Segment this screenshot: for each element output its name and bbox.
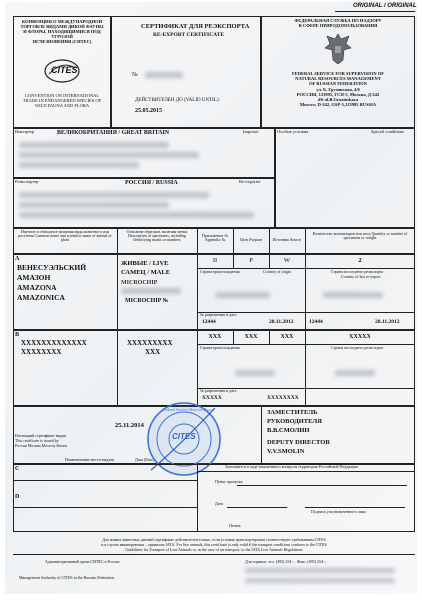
row-a-origin-label: Страна происхождения: [200, 269, 240, 274]
row-a-name-4: AMAZONICA: [17, 293, 65, 302]
authority-address-2: РОССИЯ, 123995, ГСП-5, Москва, Д-242: [296, 92, 380, 97]
org-line-3: И ФЛОРЫ, НАХОДЯЩИМИСЯ ПОД: [23, 29, 101, 34]
org-en-3: WILD FAUNA AND FLORA: [34, 103, 90, 108]
row-a-permit-label: № разрешения и дата: [200, 312, 237, 317]
footer-authority-en: Management Authority of CITES in the Russian Federation: [19, 575, 115, 580]
stamp-logo-text: CITES: [172, 432, 196, 441]
row-a-appendix: II: [212, 257, 218, 264]
row-d-letter: D: [15, 494, 20, 500]
col-header-name: Научное и обиходное названия вида животного или растения Common name and scientific name of animal or plant: [18, 229, 112, 243]
authority-address-1: ул. Б. Грузинская, 4/6: [316, 87, 360, 92]
authority-en-3: OF RUSSIAN FEDERATION: [309, 81, 367, 86]
col-divider-3: [233, 228, 234, 254]
footer-line-2: и в случае авиаперевозки – правилам IATA. For live animals, this certificate is only valid if the transport conditions conform to the CITES: [101, 542, 327, 547]
row-b-divider-2: [197, 330, 198, 406]
redacted-last-b: [335, 370, 375, 376]
reexporter-country: РОССИЯ / RUSSIA: [125, 180, 178, 186]
col-header-description: Описание образцов, включая метки Description of specimens, including identifying marks or numbers: [126, 229, 188, 243]
importer-label-ru: Импортер: [15, 129, 35, 134]
issue-date: 25.11.2014: [115, 422, 144, 429]
signatory-ru-1: ЗАМЕСТИТЕЛЬ: [267, 409, 318, 416]
redacted-reexporter-3: [19, 212, 254, 218]
reexporter-label-en: Re-exporter: [239, 179, 261, 184]
cites-logo-text: CITES: [51, 65, 78, 75]
signatory-en-2: V.V.SMOLIN: [267, 448, 305, 455]
org-line-2: ТОРГОВЛЕ ВИДАМИ ДИКОЙ ФАУНЫ: [20, 24, 104, 29]
importer-country: ВЕЛИКОБРИТАНИЯ / GREAT BRITAIN: [57, 130, 170, 136]
footer-authority-ru: Административный орган СИТЕС в России: [45, 559, 120, 564]
endorse-divider: [197, 464, 198, 532]
redacted-last-a: [323, 292, 383, 298]
col-divider-2: [197, 228, 198, 254]
row-a-divider-5: [305, 254, 306, 330]
number-label: №: [132, 72, 138, 78]
col-header-source: Источник Source: [272, 237, 302, 242]
redacted-importer-1: [19, 142, 169, 148]
row-c-letter: C: [15, 466, 20, 472]
redacted-footer-2: [245, 578, 395, 583]
issue-note-2: This certificate is issued by: [15, 438, 59, 443]
redacted-reexporter-1: [19, 192, 209, 198]
col-header-quantity: Количество экземпляров или веса Quantity or number of specimens or weight: [312, 231, 408, 241]
signatory-ru-3: В.В.СМОЛИН: [267, 427, 310, 434]
org-line-1: КОНВЕНЦИЯ О МЕЖДУНАРОДНОЙ: [21, 19, 103, 24]
issue-note-3: Россия Москва Moscow Russia: [15, 443, 68, 448]
special-label-ru: Особые условия: [277, 129, 309, 134]
redacted-origin-a: [215, 292, 270, 298]
footer-divider: [13, 554, 415, 555]
row-a-desc-4: MICROCHIP №: [125, 298, 169, 304]
row-a-divider-1: [117, 254, 118, 330]
row-b-desc-2: XXX: [145, 348, 161, 356]
row-b-name-2: XXXXXXXX: [21, 348, 62, 356]
row-a-permit-date: 28.11.2012: [269, 319, 294, 325]
row-a-divider-2: [197, 254, 198, 330]
authority-en-1: FEDERAL SERVICE FOR SUPERVISION OF: [292, 71, 384, 76]
point-line: [237, 485, 407, 486]
row-b-permit-label: № разрешения и дата: [200, 388, 237, 393]
row-a-letter: A: [15, 256, 20, 262]
redacted-importer-2: [19, 152, 199, 158]
endorse-title-line: [197, 471, 415, 472]
cites-logo: [43, 58, 81, 84]
redacted-origin-b: [235, 370, 275, 376]
row-a-purpose: P: [249, 257, 253, 264]
org-line-4: УГРОЗОЙ: [51, 34, 73, 39]
row-a-permit-no: 12444: [202, 319, 216, 325]
row-b-source: XXX: [280, 334, 294, 340]
org-line-5: ИСЧЕЗНОВЕНИЯ (СИТЕС): [32, 39, 92, 44]
issue-place-label: Наименование места выдачи: [65, 457, 115, 462]
footer-contact: Для справок: тел. (495) 254-... Факс: (495) 254-...: [245, 559, 328, 564]
row-b-appendix: XXX: [208, 334, 222, 340]
row-b-desc-1: XXXXXXXXX: [127, 339, 173, 347]
endorse-date-label: Дата: [215, 501, 223, 506]
row-b-origin-label: Страна происхождения: [200, 345, 240, 350]
row-d-line: [13, 507, 197, 508]
original-tag: ORIGINAL / ORIGINAL: [353, 3, 417, 9]
redacted-reexporter-2: [19, 202, 169, 208]
endorse-point-label: Пункт пропуска: [215, 479, 243, 484]
row-a-name-1: ВЕНЕСУЭЛЬСКИЙ: [17, 263, 87, 272]
org-en-1: CONVENTION ON INTERNATIONAL: [24, 93, 100, 98]
row-c-line: [13, 480, 197, 481]
certificate-sheet: [5, 2, 417, 594]
row-a-last-label-en: Country of last re-export: [341, 274, 381, 279]
signatory-en-1: DEPUTY DIRECTOR: [267, 439, 331, 446]
reexporter-label-ru: Реэкспортер: [15, 179, 39, 184]
col-divider-4: [269, 228, 270, 254]
russian-eagle-emblem-icon: [323, 30, 353, 68]
row-b-name-1: XXXXXXXXXXXXX: [21, 339, 87, 347]
issue-divider: [261, 406, 262, 464]
redacted-importer-3: [19, 162, 139, 168]
export-endorsement-box: [13, 464, 415, 532]
authority-en-2: NATURAL RESOURCES MANAGEMENT: [295, 76, 381, 81]
row-a-desc-2: САМЕЦ / MALE: [121, 269, 171, 276]
row-b-quantity: XXXXX: [349, 334, 371, 340]
stamp-ring-text: Federal Service Moscow Russia: [163, 407, 215, 412]
row-b-permit-date: XXXXXXXX: [267, 395, 299, 401]
valid-until-date: 25.05.2015: [135, 108, 162, 114]
row-a-quantity: 2: [358, 257, 362, 264]
signatory-ru-2: РУКОВОДИТЕЛЯ: [267, 418, 322, 425]
row-a-origin-label-en: Country of origin: [263, 269, 291, 274]
row-a-permit-date-2: 28.11.2012: [375, 319, 400, 325]
special-conditions-box: [275, 128, 415, 228]
footer-line-1: Для живых животных данный сертификат действителен только, если условия транспортировки соответствуют требованиям CITES: [102, 537, 326, 542]
authority-address-3: 4/6 ul.B.Gruzinskaya: [317, 97, 359, 102]
row-a-name-2: АМАЗОН: [17, 273, 51, 282]
row-b-letter: B: [15, 332, 20, 338]
col-divider-5: [305, 228, 306, 254]
org-en-2: TRADE IN ENDANGERED SPECIES OF: [22, 98, 102, 103]
title-en: RE-EXPORT CERTIFICATE: [153, 32, 225, 38]
authority-ru-2: В СФЕРЕ ПРИРОДОПОЛЬЗОВАНИЯ: [298, 23, 378, 28]
row-b-divider-5: [305, 330, 306, 406]
tag-underline: [335, 11, 415, 12]
redacted-number: [145, 72, 183, 78]
row-a-permit-no-2: 12444: [309, 319, 323, 325]
row-a-name-3: AMAZONA: [17, 283, 57, 292]
footer-line-3: Guidelines for Transport of Live Animals or, in the case of air transport, to the IATA Live Animals Regulations: [125, 547, 303, 552]
row-a-last-label: Страна последнего реэкспорта: [331, 269, 384, 274]
col-header-purpose: Цель Purpose: [239, 237, 263, 242]
row-b-permit-no: XXXXX: [202, 395, 222, 401]
date-line: [227, 507, 287, 508]
special-label-en: Special conditions: [371, 129, 405, 134]
row-b-last-label: Страна последнего реэкспорта: [331, 345, 384, 350]
col-header-appendix: Приложение № Appendix №: [201, 233, 229, 243]
title-ru: СЕРТИФИКАТ ДЛЯ РЕЭКСПОРТА: [141, 23, 250, 30]
row-a-source: W: [283, 257, 291, 264]
issue-date-label: Дата (Date): [135, 457, 155, 462]
sign-line: [305, 507, 405, 508]
row-a-desc-3: MICROCHIP: [121, 280, 158, 286]
row-a-desc-1: ЖИВЫЕ / LIVE: [121, 260, 169, 267]
col-divider-1: [117, 228, 118, 254]
endorse-title: Заполняется в ходе таможенного контроля территории Российской Федерации: [225, 464, 359, 469]
endorse-stamp-label: Печать: [229, 523, 241, 528]
endorse-sign-label: Подпись уполномоченного лица: [311, 509, 366, 514]
issue-note-1: Настоящий сертификат выдан: [15, 433, 67, 438]
authority-address-4: Moscow, D-242, GSP-5,123995 RUSSIA: [299, 102, 377, 107]
redacted-microchip-a: [121, 288, 181, 294]
redacted-footer-1: [245, 568, 395, 573]
row-b-purpose: XXX: [244, 334, 258, 340]
authority-ru-1: ФЕДЕРАЛЬНАЯ СЛУЖБА ПО НАДЗОРУ: [294, 18, 382, 23]
importer-label-en: Importer: [243, 129, 259, 134]
valid-until-label: ДЕЙСТВИТЕЛЕН ДО (VALID UNTIL):: [135, 98, 220, 103]
row-b-divider-1: [117, 330, 118, 406]
